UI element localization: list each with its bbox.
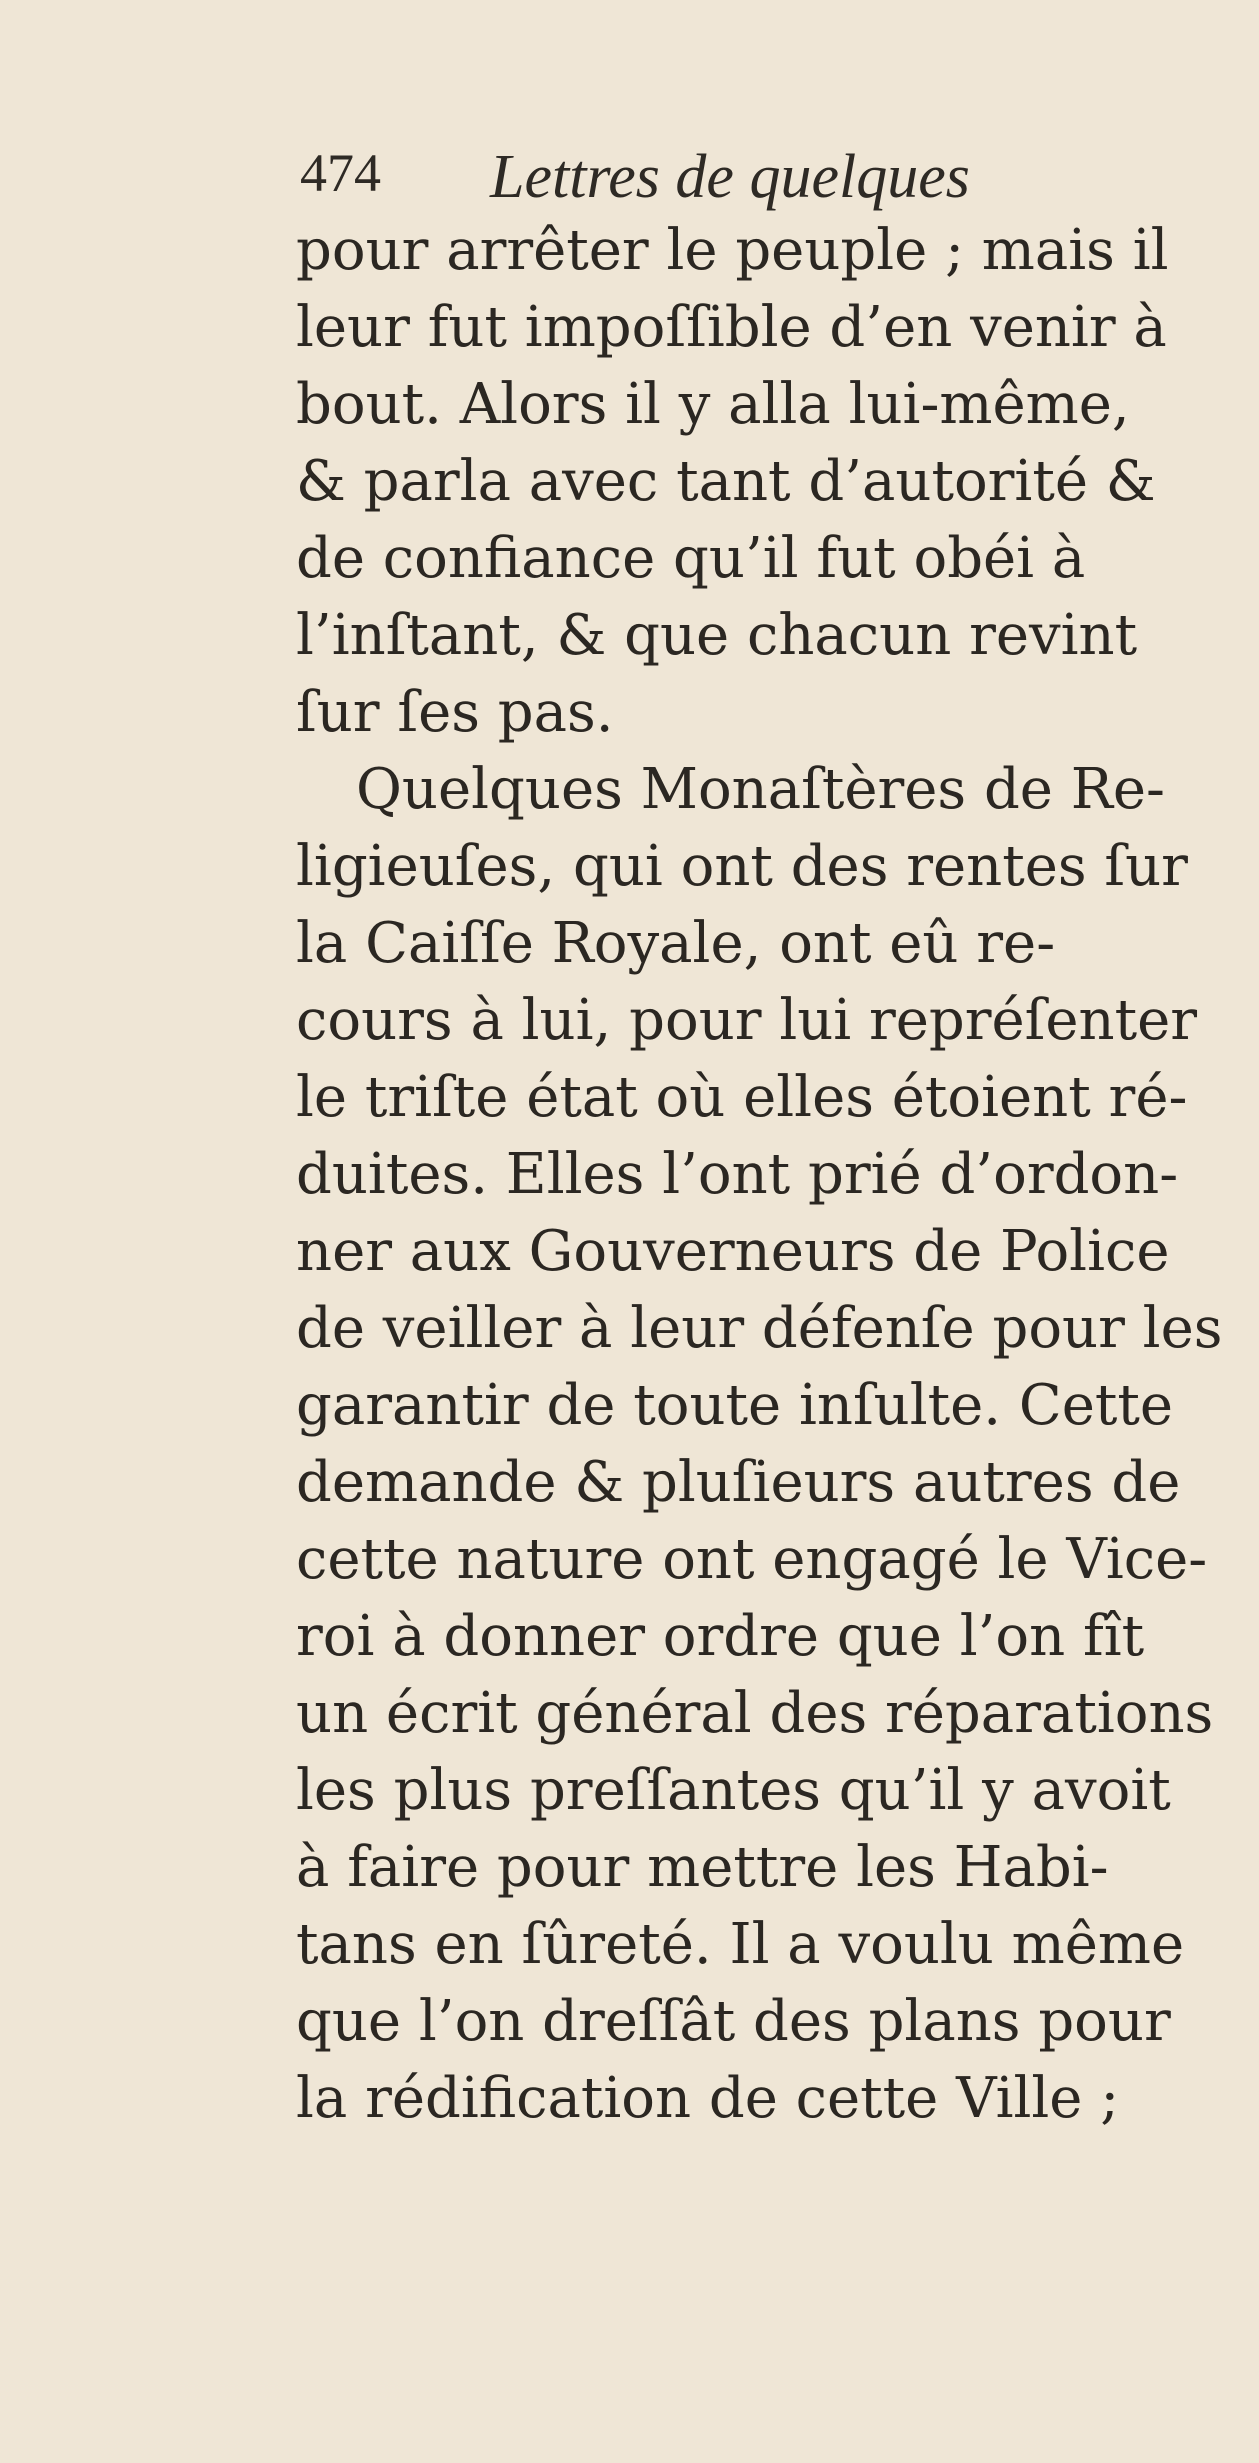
text-line: ligieuſes, qui ont des rentes ſur [296, 834, 1188, 899]
text-line: bout. Alors il y alla lui-même, [296, 372, 1130, 437]
text-line: de confiance qu’il fut obéi à [296, 526, 1086, 591]
text-line: roi à donner ordre que l’on fît [296, 1604, 1145, 1669]
text-line: demande & pluſieurs autres de [296, 1450, 1181, 1515]
text-line: ſur ſes pas. [296, 680, 614, 745]
text-line: que l’on dreſſât des plans pour [296, 1989, 1171, 2054]
page-number: 474 [300, 143, 381, 203]
page-header [300, 142, 1060, 212]
text-line: tans en ſûreté. Il a voulu même [296, 1912, 1185, 1977]
text-line: l’inſtant, & que chacun revint [296, 603, 1138, 668]
text-line: de veiller à leur défenſe pour les [296, 1296, 1223, 1361]
text-line: & parla avec tant d’autorité & [296, 449, 1156, 514]
text-line: un écrit général des réparations [296, 1681, 1214, 1746]
text-line: duites. Elles l’ont prié d’ordon- [296, 1142, 1179, 1207]
paragraph-start-line: Quelques Monaſtères de Re- [356, 757, 1165, 822]
body-text [296, 212, 1236, 2137]
text-line: la Caiſſe Royale, ont eû re- [296, 911, 1056, 976]
text-line: leur fut impoſſible d’en venir à [296, 295, 1167, 360]
text-line: pour arrêter le peuple ; mais il [296, 218, 1169, 283]
text-line: cette nature ont engagé le Vice- [296, 1527, 1208, 1592]
text-line: ner aux Gouverneurs de Police [296, 1219, 1170, 1284]
text-line: le triſte état où elles étoient ré- [296, 1065, 1188, 1130]
text-line: à faire pour mettre les Habi- [296, 1835, 1109, 1900]
text-line: les plus preſſantes qu’il y avoit [296, 1758, 1171, 1823]
text-line: cours à lui, pour lui repréſenter [296, 988, 1198, 1053]
text-line: la rédification de cette Ville ; [296, 2066, 1120, 2131]
text-line: garantir de toute inſulte. Cette [296, 1373, 1174, 1438]
running-title: Lettres de quelques [490, 143, 970, 211]
